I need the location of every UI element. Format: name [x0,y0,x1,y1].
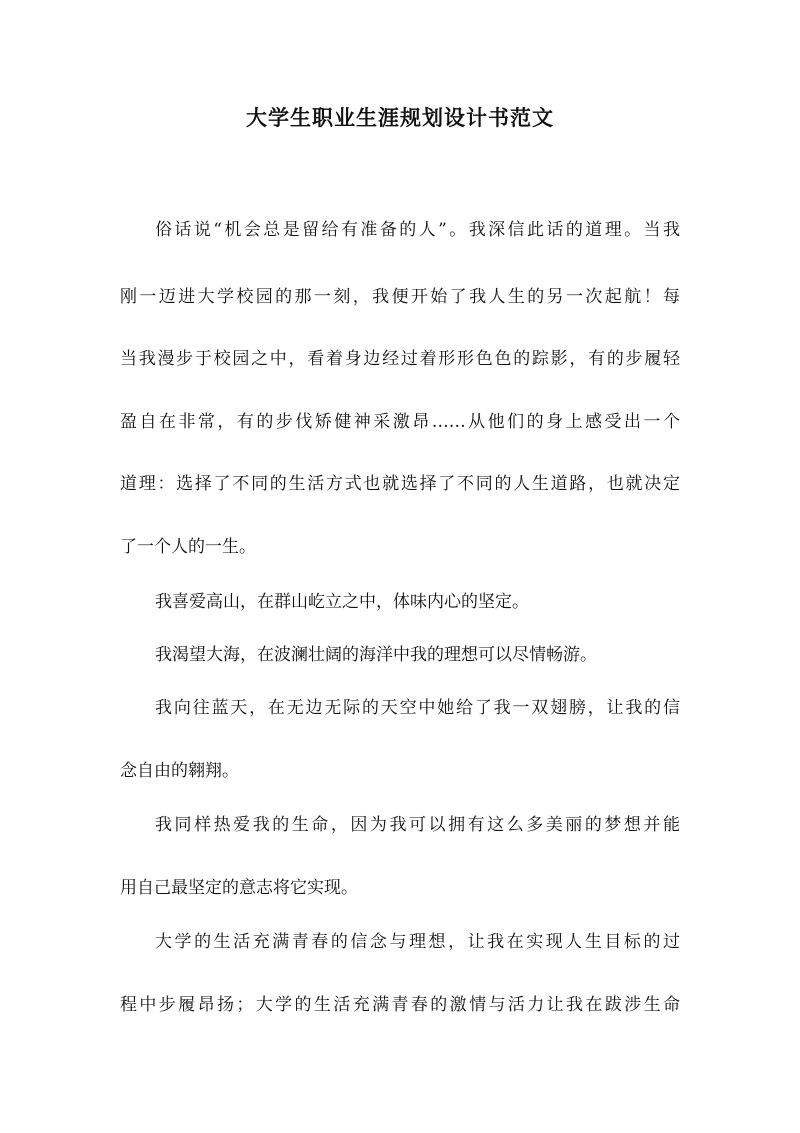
paragraph-line: 道理：选择了不同的生活方式也就选择了不同的人生道路，也就决定 [120,474,680,494]
paragraph-line: 刚一迈进大学校园的那一刻，我便开始了我人生的另一次起航！每 [120,287,680,307]
document-title: 大学生职业生涯规划设计书范文 [246,105,554,130]
paragraph-line: 念自由的翱翔。 [120,761,239,781]
paragraph-line: 我同样热爱我的生命，因为我可以拥有这么多美丽的梦想并能 [155,815,680,835]
paragraph-line: 俗话说“机会总是留给有准备的人”。我深信此话的道理。当我 [155,220,680,240]
paragraph-line: 我喜爱高山，在群山屹立之中，体味内心的坚定。 [155,592,529,612]
paragraph-line: 大学的生活充满青春的信念与理想，让我在实现人生目标的过 [155,932,680,952]
paragraph-line: 用自己最坚定的意志将它实现。 [120,878,358,898]
paragraph-line: 我渴望大海，在波澜壮阔的海洋中我的理想可以尽情畅游。 [155,645,597,665]
paragraph-line: 我向往蓝天，在无边无际的天空中她给了我一双翅膀，让我的信 [155,698,680,718]
paragraph-line: 了一个人的一生。 [120,537,256,557]
paragraph-line: 盈自在非常，有的步伐矫健神采激昂……从他们的身上感受出一个 [120,412,680,432]
paragraph-line: 当我漫步于校园之中，看着身边经过着形形色色的踪影，有的步履轻 [120,349,680,369]
paragraph-line: 程中步履昂扬；大学的生活充满青春的激情与活力让我在跋涉生命 [120,995,680,1015]
